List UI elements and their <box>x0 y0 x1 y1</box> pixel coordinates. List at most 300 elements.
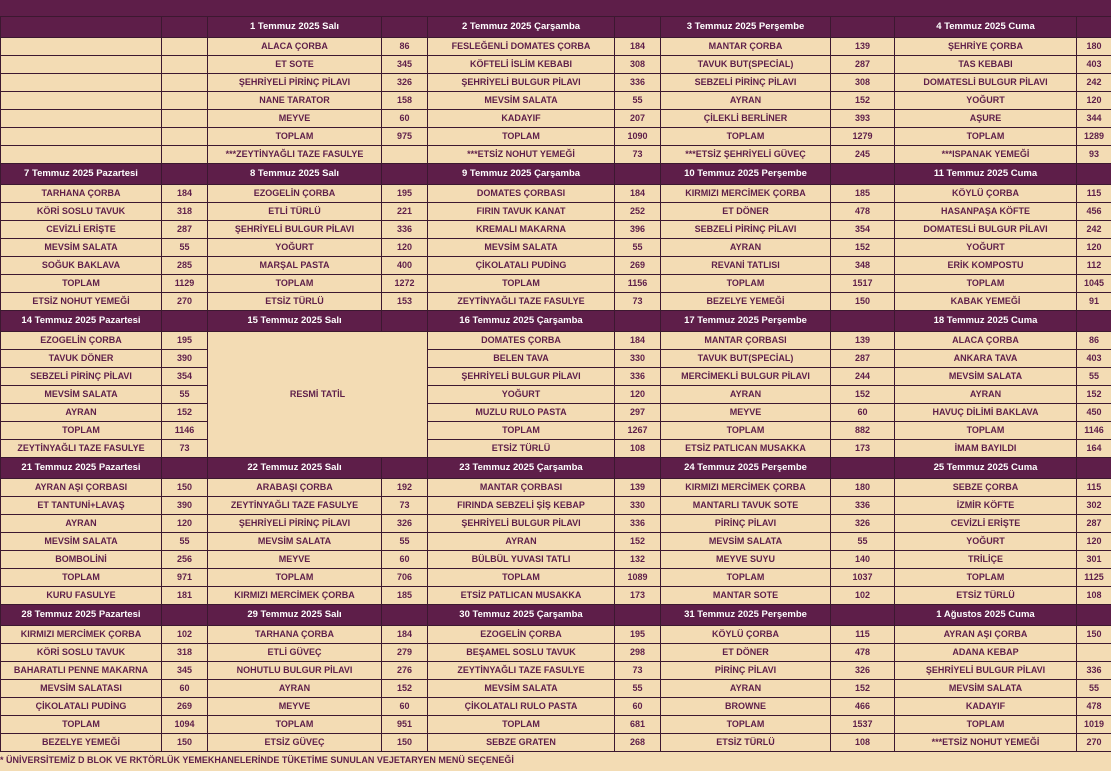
dish-calories: 1019 <box>1077 716 1111 734</box>
dish-calories: 478 <box>1077 698 1111 716</box>
dish-calories: 55 <box>1077 680 1111 698</box>
menu-row <box>1 146 1111 164</box>
dish-calories: 268 <box>615 734 661 752</box>
dish-calories: 951 <box>382 716 428 734</box>
dish-name: ETSİZ GÜVEÇ <box>208 734 382 752</box>
dish-calories: 242 <box>1077 221 1111 239</box>
dish-name: TOPLAM <box>1 569 162 587</box>
dish-name: TOPLAM <box>895 569 1077 587</box>
dish-calories: 184 <box>615 38 661 56</box>
dish-calories: 139 <box>615 479 661 497</box>
day-title: 9 Temmuz 2025 Çarşamba <box>428 164 615 185</box>
day-title: 4 Temmuz 2025 Cuma <box>895 17 1077 38</box>
dish-name <box>1 110 162 128</box>
dish-name: MEVSİM SALATA <box>428 239 615 257</box>
dish-calories: 139 <box>831 38 895 56</box>
dish-name: ZEYTİNYAĞLI TAZE FASULYE <box>428 293 615 311</box>
dish-name: REVANİ TATLISI <box>661 257 831 275</box>
dish-name: KÖYLÜ ÇORBA <box>661 626 831 644</box>
dish-calories: 287 <box>1077 515 1111 533</box>
dish-calories: 1517 <box>831 275 895 293</box>
dish-calories: 1094 <box>162 716 208 734</box>
menu-row <box>1 74 1111 92</box>
header-spacer <box>1077 311 1111 332</box>
dish-calories: 55 <box>831 533 895 551</box>
top-bar <box>0 0 1111 16</box>
dish-calories: 140 <box>831 551 895 569</box>
header-spacer <box>831 164 895 185</box>
dish-calories: 326 <box>382 515 428 533</box>
dish-name <box>1 38 162 56</box>
dish-calories: 252 <box>615 203 661 221</box>
dish-name: TAS KEBABI <box>895 56 1077 74</box>
dish-name: MEVSİM SALATA <box>895 680 1077 698</box>
dish-calories: 882 <box>831 422 895 440</box>
dish-name: HAVUÇ DİLİMİ BAKLAVA <box>895 404 1077 422</box>
dish-name: ET TANTUNİ+LAVAŞ <box>1 497 162 515</box>
header-spacer <box>382 311 428 332</box>
dish-name: ALACA ÇORBA <box>208 38 382 56</box>
menu-row <box>1 497 1111 515</box>
dish-name: PİRİNÇ PİLAVI <box>661 662 831 680</box>
dish-name: ***ZEYTİNYAĞLI TAZE FASULYE <box>208 146 382 164</box>
dish-name: HASANPAŞA KÖFTE <box>895 203 1077 221</box>
dish-name: BÜLBÜL YUVASI TATLI <box>428 551 615 569</box>
dish-calories: 180 <box>831 479 895 497</box>
day-title <box>1 17 162 38</box>
dish-calories: 152 <box>831 239 895 257</box>
dish-calories: 390 <box>162 497 208 515</box>
day-title: 22 Temmuz 2025 Salı <box>208 458 382 479</box>
header-spacer <box>831 458 895 479</box>
header-spacer <box>382 605 428 626</box>
dish-name: ARABAŞI ÇORBA <box>208 479 382 497</box>
dish-name: CEVİZLİ ERİŞTE <box>1 221 162 239</box>
dish-calories: 102 <box>831 587 895 605</box>
dish-calories: 180 <box>1077 38 1111 56</box>
dish-calories: 55 <box>162 386 208 404</box>
week-header-row <box>1 17 1111 38</box>
dish-name: AYRAN <box>661 239 831 257</box>
dish-calories: 55 <box>615 92 661 110</box>
dish-name: TOPLAM <box>661 275 831 293</box>
menu-row <box>1 38 1111 56</box>
dish-calories: 245 <box>831 146 895 164</box>
dish-calories: 478 <box>831 203 895 221</box>
dish-calories: 276 <box>382 662 428 680</box>
dish-name <box>1 92 162 110</box>
dish-calories: 390 <box>162 350 208 368</box>
menu-row <box>1 662 1111 680</box>
dish-calories: 298 <box>615 644 661 662</box>
dish-calories: 184 <box>615 332 661 350</box>
dish-name: ETSİZ NOHUT YEMEĞİ <box>1 293 162 311</box>
dish-calories: 112 <box>1077 257 1111 275</box>
dish-name: KIRMIZI MERCİMEK ÇORBA <box>661 185 831 203</box>
dish-name: BAHARATLI PENNE MAKARNA <box>1 662 162 680</box>
dish-name: MEVSİM SALATA <box>1 386 162 404</box>
dish-name: MARŞAL PASTA <box>208 257 382 275</box>
dish-calories: 185 <box>831 185 895 203</box>
dish-name: MEVSİM SALATASI <box>1 680 162 698</box>
dish-calories: 60 <box>615 698 661 716</box>
dish-calories: 336 <box>382 221 428 239</box>
day-title: 1 Ağustos 2025 Cuma <box>895 605 1077 626</box>
dish-name: MEVSİM SALATA <box>428 92 615 110</box>
dish-name: NANE TARATOR <box>208 92 382 110</box>
header-spacer <box>382 17 428 38</box>
dish-calories: 706 <box>382 569 428 587</box>
header-spacer <box>382 458 428 479</box>
dish-calories: 93 <box>1077 146 1111 164</box>
dish-calories: 1537 <box>831 716 895 734</box>
dish-calories: 185 <box>382 587 428 605</box>
dish-name: ZEYTİNYAĞLI TAZE FASULYE <box>1 440 162 458</box>
dish-calories: 108 <box>831 734 895 752</box>
dish-calories: 164 <box>1077 440 1111 458</box>
dish-name: BEZELYE YEMEĞİ <box>661 293 831 311</box>
dish-calories: 73 <box>162 440 208 458</box>
dish-calories: 150 <box>162 734 208 752</box>
dish-name: MEVSİM SALATA <box>428 680 615 698</box>
header-spacer <box>615 458 661 479</box>
day-title: 1 Temmuz 2025 Salı <box>208 17 382 38</box>
menu-row <box>1 698 1111 716</box>
dish-name <box>1 74 162 92</box>
dish-calories: 336 <box>615 515 661 533</box>
dish-name: SEBZELİ PİRİNÇ PİLAVI <box>661 221 831 239</box>
dish-calories: 450 <box>1077 404 1111 422</box>
dish-calories: 308 <box>831 74 895 92</box>
dish-name: TOPLAM <box>895 128 1077 146</box>
menu-row <box>1 56 1111 74</box>
dish-calories: 301 <box>1077 551 1111 569</box>
menu-row <box>1 734 1111 752</box>
menu-row <box>1 626 1111 644</box>
dish-name: FESLEĞENLİ DOMATES ÇORBA <box>428 38 615 56</box>
dish-name: BOMBOLİNİ <box>1 551 162 569</box>
dish-calories: 1156 <box>615 275 661 293</box>
dish-calories: 336 <box>615 368 661 386</box>
menu-row <box>1 185 1111 203</box>
dish-name: TOPLAM <box>661 569 831 587</box>
day-title: 10 Temmuz 2025 Perşembe <box>661 164 831 185</box>
dish-name: ŞEHRİYELİ BULGUR PİLAVI <box>428 74 615 92</box>
holiday-label: RESMİ TATİL <box>208 332 428 458</box>
dish-calories: 73 <box>615 146 661 164</box>
dish-calories: 1129 <box>162 275 208 293</box>
dish-name: YOĞURT <box>895 533 1077 551</box>
dish-name: DOMATESLİ BULGUR PİLAVI <box>895 74 1077 92</box>
dish-calories: 108 <box>615 440 661 458</box>
dish-name: KREMALI MAKARNA <box>428 221 615 239</box>
dish-calories: 195 <box>382 185 428 203</box>
header-spacer <box>1077 17 1111 38</box>
dish-name: TARHANA ÇORBA <box>208 626 382 644</box>
dish-calories: 326 <box>382 74 428 92</box>
dish-calories: 279 <box>382 644 428 662</box>
dish-name: ***ISPANAK YEMEĞİ <box>895 146 1077 164</box>
dish-name: BELEN TAVA <box>428 350 615 368</box>
dish-name: KÖRİ SOSLU TAVUK <box>1 644 162 662</box>
header-spacer <box>382 164 428 185</box>
footnote: * ÜNİVERSİTEMİZ D BLOK VE RKTÖRLÜK YEMEKHANELERİNDE TÜKETİME SUNULAN VEJETARYEN MENÜ SEÇENEĞİ <box>0 755 514 765</box>
dish-calories: 115 <box>1077 185 1111 203</box>
dish-name: ADANA KEBAP <box>895 644 1077 662</box>
dish-name <box>1 146 162 164</box>
dish-calories: 403 <box>1077 350 1111 368</box>
dish-calories: 184 <box>382 626 428 644</box>
dish-name: AYRAN <box>208 680 382 698</box>
day-title: 29 Temmuz 2025 Salı <box>208 605 382 626</box>
dish-calories: 348 <box>831 257 895 275</box>
day-title: 17 Temmuz 2025 Perşembe <box>661 311 831 332</box>
dish-name: MEVSİM SALATA <box>895 368 1077 386</box>
menu-row <box>1 221 1111 239</box>
dish-name: MUZLU RULO PASTA <box>428 404 615 422</box>
dish-calories <box>162 92 208 110</box>
dish-name: CEVİZLİ ERİŞTE <box>895 515 1077 533</box>
dish-name: MEYVE <box>208 110 382 128</box>
dish-calories: 195 <box>615 626 661 644</box>
dish-calories: 354 <box>831 221 895 239</box>
menu-row <box>1 422 1111 440</box>
dish-name: ALACA ÇORBA <box>895 332 1077 350</box>
dish-name: DOMATES ÇORBA <box>428 332 615 350</box>
menu-row <box>1 440 1111 458</box>
dish-calories: 132 <box>615 551 661 569</box>
dish-calories: 393 <box>831 110 895 128</box>
dish-calories: 1272 <box>382 275 428 293</box>
dish-calories: 86 <box>382 38 428 56</box>
dish-calories <box>162 128 208 146</box>
dish-name: TOPLAM <box>428 128 615 146</box>
dish-name: DOMATESLİ BULGUR PİLAVI <box>895 221 1077 239</box>
dish-name: TOPLAM <box>428 569 615 587</box>
dish-name: KÖRİ SOSLU TAVUK <box>1 203 162 221</box>
dish-name: KÖYLÜ ÇORBA <box>895 185 1077 203</box>
dish-calories: 287 <box>831 56 895 74</box>
monthly-menu-table <box>0 16 1111 752</box>
dish-name: TOPLAM <box>208 275 382 293</box>
dish-name: ETSİZ TÜRLÜ <box>208 293 382 311</box>
dish-calories: 152 <box>1077 386 1111 404</box>
dish-calories: 115 <box>1077 479 1111 497</box>
dish-name: KURU FASULYE <box>1 587 162 605</box>
dish-name: MEYVE <box>661 404 831 422</box>
dish-calories: 330 <box>615 350 661 368</box>
dish-calories: 400 <box>382 257 428 275</box>
dish-name: KIRMIZI MERCİMEK ÇORBA <box>661 479 831 497</box>
dish-name: YOĞURT <box>895 239 1077 257</box>
day-title: 24 Temmuz 2025 Perşembe <box>661 458 831 479</box>
dish-name: EZOGELİN ÇORBA <box>428 626 615 644</box>
header-spacer <box>162 458 208 479</box>
dish-name: ERİK KOMPOSTU <box>895 257 1077 275</box>
day-title: 21 Temmuz 2025 Pazartesi <box>1 458 162 479</box>
dish-name: FIRIN TAVUK KANAT <box>428 203 615 221</box>
dish-name: YOĞURT <box>428 386 615 404</box>
dish-calories: 403 <box>1077 56 1111 74</box>
dish-calories: 354 <box>162 368 208 386</box>
dish-name: TOPLAM <box>895 716 1077 734</box>
dish-name: KABAK YEMEĞİ <box>895 293 1077 311</box>
dish-name: FIRINDA SEBZELİ ŞİŞ KEBAP <box>428 497 615 515</box>
dish-calories: 344 <box>1077 110 1111 128</box>
header-spacer <box>162 164 208 185</box>
dish-name: ŞEHRİYELİ PİRİNÇ PİLAVI <box>208 515 382 533</box>
dish-calories: 73 <box>382 497 428 515</box>
dish-calories: 120 <box>1077 533 1111 551</box>
dish-name: MANTAR SOTE <box>661 587 831 605</box>
dish-name: ANKARA TAVA <box>895 350 1077 368</box>
dish-calories: 73 <box>615 293 661 311</box>
menu-row <box>1 293 1111 311</box>
menu-row <box>1 386 1111 404</box>
dish-name: BEŞAMEL SOSLU TAVUK <box>428 644 615 662</box>
dish-calories: 326 <box>831 515 895 533</box>
dish-calories: 466 <box>831 698 895 716</box>
dish-name: İZMİR KÖFTE <box>895 497 1077 515</box>
dish-name: TOPLAM <box>1 275 162 293</box>
dish-name: İMAM BAYILDI <box>895 440 1077 458</box>
header-spacer <box>1077 605 1111 626</box>
dish-calories: 55 <box>162 533 208 551</box>
dish-calories: 287 <box>831 350 895 368</box>
menu-row <box>1 257 1111 275</box>
dish-calories: 207 <box>615 110 661 128</box>
menu-row <box>1 533 1111 551</box>
dish-calories: 181 <box>162 587 208 605</box>
dish-name: TOPLAM <box>208 569 382 587</box>
dish-calories <box>1077 644 1111 662</box>
dish-calories: 270 <box>1077 734 1111 752</box>
dish-calories: 120 <box>162 515 208 533</box>
dish-name: ŞEHRİYELİ BULGUR PİLAVI <box>895 662 1077 680</box>
dish-calories: 139 <box>831 332 895 350</box>
dish-calories: 1279 <box>831 128 895 146</box>
dish-name: ***ETSİZ NOHUT YEMEĞİ <box>895 734 1077 752</box>
dish-calories: 330 <box>615 497 661 515</box>
dish-calories: 269 <box>162 698 208 716</box>
dish-name: TOPLAM <box>1 422 162 440</box>
dish-calories: 256 <box>162 551 208 569</box>
dish-name: MEYVE <box>208 551 382 569</box>
dish-name: TOPLAM <box>895 275 1077 293</box>
dish-calories: 120 <box>382 239 428 257</box>
dish-calories: 55 <box>615 239 661 257</box>
dish-calories: 345 <box>162 662 208 680</box>
header-spacer <box>162 311 208 332</box>
menu-row <box>1 203 1111 221</box>
day-title: 18 Temmuz 2025 Cuma <box>895 311 1077 332</box>
dish-name: TRİLİÇE <box>895 551 1077 569</box>
dish-calories: 55 <box>1077 368 1111 386</box>
dish-calories: 297 <box>615 404 661 422</box>
dish-calories: 91 <box>1077 293 1111 311</box>
dish-name: TAVUK BUT(SPECİAL) <box>661 56 831 74</box>
dish-name: ETSİZ TÜRLÜ <box>661 734 831 752</box>
dish-calories: 244 <box>831 368 895 386</box>
dish-name: MANTAR ÇORBASI <box>661 332 831 350</box>
dish-name: AYRAN <box>1 515 162 533</box>
dish-calories: 318 <box>162 203 208 221</box>
dish-calories: 102 <box>162 626 208 644</box>
dish-calories: 173 <box>615 587 661 605</box>
dish-name: MEVSİM SALATA <box>1 239 162 257</box>
dish-name: AYRAN AŞI ÇORBA <box>895 626 1077 644</box>
menu-row <box>1 350 1111 368</box>
dish-calories: 158 <box>382 92 428 110</box>
menu-row <box>1 332 1111 350</box>
dish-calories: 60 <box>382 551 428 569</box>
dish-name: MANTAR ÇORBA <box>661 38 831 56</box>
dish-calories: 150 <box>382 734 428 752</box>
dish-calories: 152 <box>615 533 661 551</box>
day-title: 30 Temmuz 2025 Çarşamba <box>428 605 615 626</box>
dish-name: TOPLAM <box>661 128 831 146</box>
dish-calories: 60 <box>382 110 428 128</box>
dish-name: AYRAN <box>661 386 831 404</box>
dish-calories <box>162 110 208 128</box>
dish-name: SEBZELİ PİRİNÇ PİLAVI <box>661 74 831 92</box>
day-title: 23 Temmuz 2025 Çarşamba <box>428 458 615 479</box>
dish-name: BROWNE <box>661 698 831 716</box>
dish-name: SEBZE GRATEN <box>428 734 615 752</box>
dish-calories: 1146 <box>162 422 208 440</box>
week-header-row <box>1 164 1111 185</box>
dish-name: ÇİLEKLİ BERLİNER <box>661 110 831 128</box>
dish-calories: 1125 <box>1077 569 1111 587</box>
dish-calories: 287 <box>162 221 208 239</box>
dish-name: ZEYTİNYAĞLI TAZE FASULYE <box>428 662 615 680</box>
dish-name: KÖFTELİ İSLİM KEBABI <box>428 56 615 74</box>
dish-name: SEBZELİ PİRİNÇ PİLAVI <box>1 368 162 386</box>
dish-calories: 150 <box>162 479 208 497</box>
dish-name: TAVUK BUT(SPECİAL) <box>661 350 831 368</box>
dish-calories: 1289 <box>1077 128 1111 146</box>
dish-name: AYRAN AŞI ÇORBASI <box>1 479 162 497</box>
dish-name: AYRAN <box>895 386 1077 404</box>
day-title: 16 Temmuz 2025 Çarşamba <box>428 311 615 332</box>
day-title: 7 Temmuz 2025 Pazartesi <box>1 164 162 185</box>
header-spacer <box>615 164 661 185</box>
dish-calories: 456 <box>1077 203 1111 221</box>
menu-row <box>1 92 1111 110</box>
week-header-row <box>1 311 1111 332</box>
dish-calories: 270 <box>162 293 208 311</box>
dish-name: ŞEHRİYELİ BULGUR PİLAVI <box>428 368 615 386</box>
dish-name: YOĞURT <box>208 239 382 257</box>
header-spacer <box>615 311 661 332</box>
header-spacer <box>162 17 208 38</box>
dish-calories: 269 <box>615 257 661 275</box>
dish-calories <box>382 146 428 164</box>
dish-calories: 60 <box>382 698 428 716</box>
header-spacer <box>615 17 661 38</box>
dish-name: ET SOTE <box>208 56 382 74</box>
dish-calories: 55 <box>382 533 428 551</box>
dish-calories: 396 <box>615 221 661 239</box>
dish-name: YOĞURT <box>895 92 1077 110</box>
header-spacer <box>1077 458 1111 479</box>
dish-name: TOPLAM <box>208 128 382 146</box>
dish-calories: 55 <box>615 680 661 698</box>
dish-name: MERCİMEKLİ BULGUR PİLAVI <box>661 368 831 386</box>
dish-calories: 153 <box>382 293 428 311</box>
dish-name: MANTARLI TAVUK SOTE <box>661 497 831 515</box>
dish-calories: 152 <box>382 680 428 698</box>
